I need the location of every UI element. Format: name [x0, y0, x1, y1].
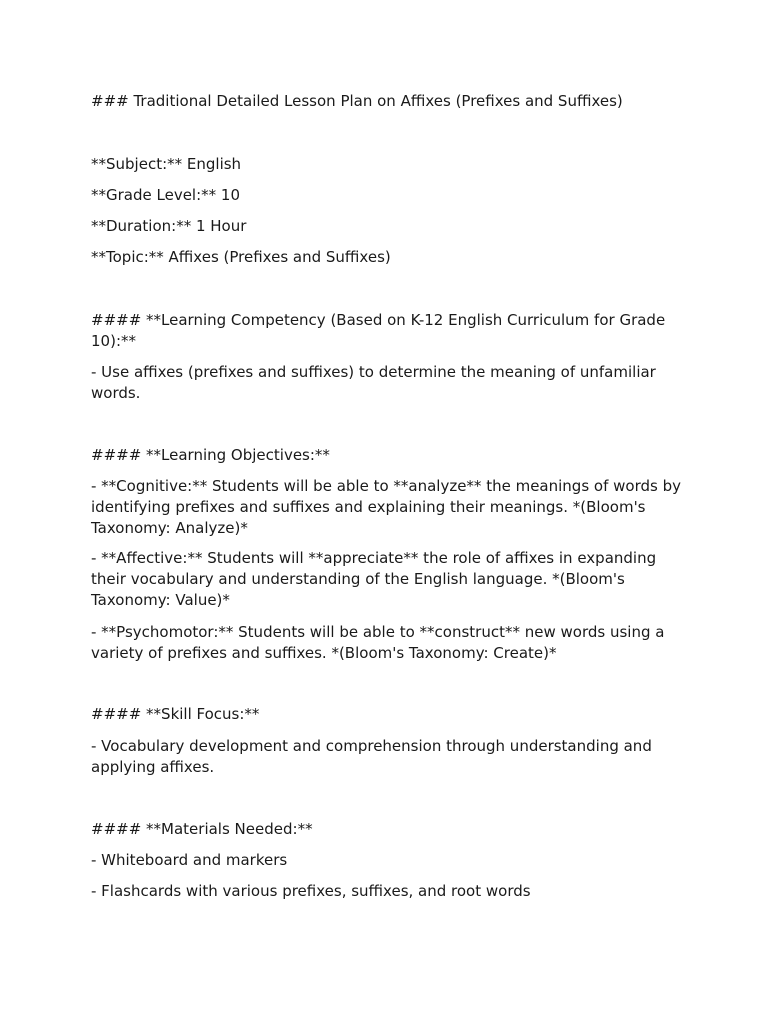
material-item: - Whiteboard and markers — [91, 851, 288, 869]
grade-level-line: **Grade Level:** 10 — [91, 186, 241, 204]
objective-affective: - **Affective:** Students will **appreciate** the role of affixes in expanding their vocabulary and understanding of the English language. *(Bloom's Taxonomy: Value)* — [91, 549, 657, 609]
materials-heading: #### **Materials Needed:** — [91, 820, 313, 838]
subject-line: **Subject:** English — [91, 155, 242, 173]
topic-line: **Topic:** Affixes (Prefixes and Suffixes) — [91, 248, 391, 266]
objective-psychomotor: - **Psychomotor:** Students will be able to **construct** new words using a variety of prefixes and suffixes. *(Bloom's Taxonomy: Create)* — [91, 623, 665, 662]
material-item: - Flashcards with various prefixes, suffixes, and root words — [91, 882, 531, 900]
document-title: ### Traditional Detailed Lesson Plan on Affixes (Prefixes and Suffixes) — [91, 92, 623, 110]
competency-heading: #### **Learning Competency (Based on K-12 English Curriculum for Grade 10):** — [91, 311, 666, 350]
objective-cognitive: - **Cognitive:** Students will be able to **analyze** the meanings of words by identifying prefixes and suffixes and explaining their meanings. *(Bloom's Taxonomy: Analyze)* — [91, 477, 681, 537]
competency-item: - Use affixes (prefixes and suffixes) to determine the meaning of unfamiliar words. — [91, 363, 656, 402]
duration-line: **Duration:** 1 Hour — [91, 217, 247, 235]
skill-item: - Vocabulary development and comprehension through understanding and applying affixes. — [91, 737, 652, 776]
skill-heading: #### **Skill Focus:** — [91, 705, 260, 723]
objectives-heading: #### **Learning Objectives:** — [91, 446, 330, 464]
